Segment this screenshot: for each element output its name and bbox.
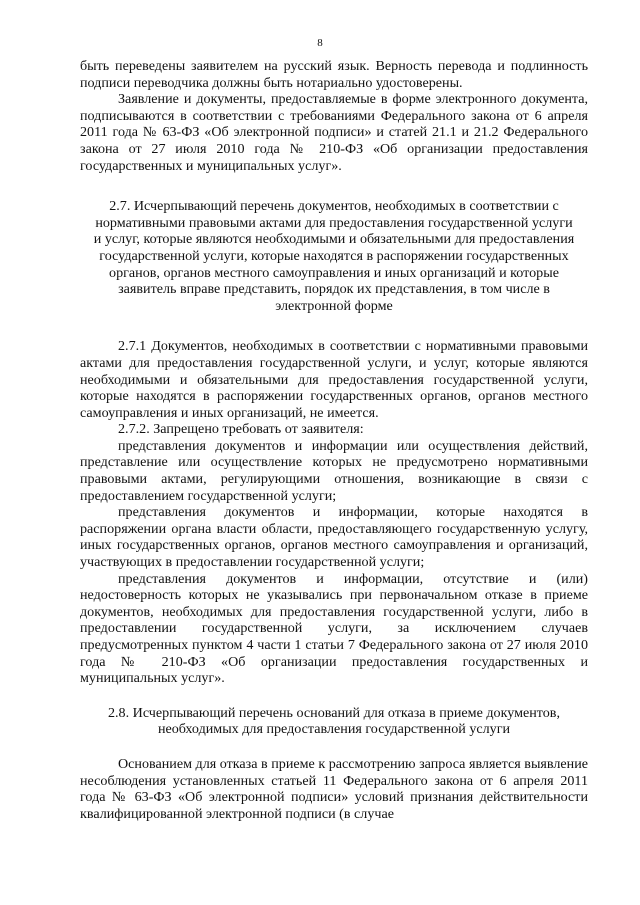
document-body [80,58,588,822]
paragraph-electronic-signature: Заявление и документы, предоставляемые в форме электронного документа, подписываются в соответствии с требованиями Федерального закона от 6 апреля 2011 года № 63-ФЗ «Об электронной подписи» и статей 21.1 и 21.2 Федерального закона от 27 июля 2010 года № 210-ФЗ «Об организации предоставления государственных и муниципальных услуг». [80,91,588,174]
page-number: 8 [317,37,323,49]
list-item-prohibition-3: представления документов и информации, отсутствие и (или) недостоверность которых не указывались при первоначальном отказе в приеме документов, необходимых для предоставления государственной услуги, либо в предоставлении государственной услуги, за исключением случаев предусмотренных пунктом 4 части 1 статьи 7 Федерального закона от 27 июля 2010 года № 210-ФЗ «Об организации предоставления государственных и муниципальных услуг». [80,570,588,687]
list-item-prohibition-2: представления документов и информации, которые находятся в распоряжении органа власти области, предоставляющего государственную услугу, иных государственных органов, органов местного самоуправления и организаций, участвующих в предоставлении государственной услуги; [80,504,588,571]
paragraph-2-7-1: 2.7.1 Документов, необходимых в соответствии с нормативными правовыми актами для предоставления государственной услуги, и услуг, которые являются необходимыми и обязательными для предоставления государственной услуги, которые находятся в распоряжении государственных органов, органов местного самоуправления и иных организаций, не имеется. [80,338,588,421]
list-item-prohibition-1: представления документов и информации или осуществления действий, представление или осуществление которых не предусмотрено нормативными правовыми актами, регулирующими отношения, возникающие в связи с предоставлением государственной услуги; [80,437,588,504]
paragraph-2-7-2: 2.7.2. Запрещено требовать от заявителя: [118,421,364,438]
paragraph-translation-requirement: быть переведены заявителем на русский язык. Верность перевода и подлинность подписи переводчика должны быть нотариально удостоверены. [80,58,588,91]
paragraph-refusal-grounds: Основанием для отказа в приеме к рассмотрению запроса является выявление несоблюдения установленных статьей 11 Федерального закона от 6 апреля 2011 года № 63-ФЗ «Об электронной подписи» условий признания действительности квалифицированной электронной подписи (в случае [80,755,588,822]
section-heading-2-8: 2.8. Исчерпывающий перечень оснований для отказа в приеме документов, необходимых для предоставления государственной услуги [107,704,560,738]
section-heading-2-7: 2.7. Исчерпывающий перечень документов, необходимых в соответствии с нормативными правовыми актами для предоставления государственной услуги и услуг, которые являются необходимыми и обязательными для предоставления государственной услуги, которые находятся в распоряжении государственных органов, органов местного самоуправления и иных организаций и которые заявитель вправе представить, порядок их представления, в том числе в электронной форме [93,198,575,314]
